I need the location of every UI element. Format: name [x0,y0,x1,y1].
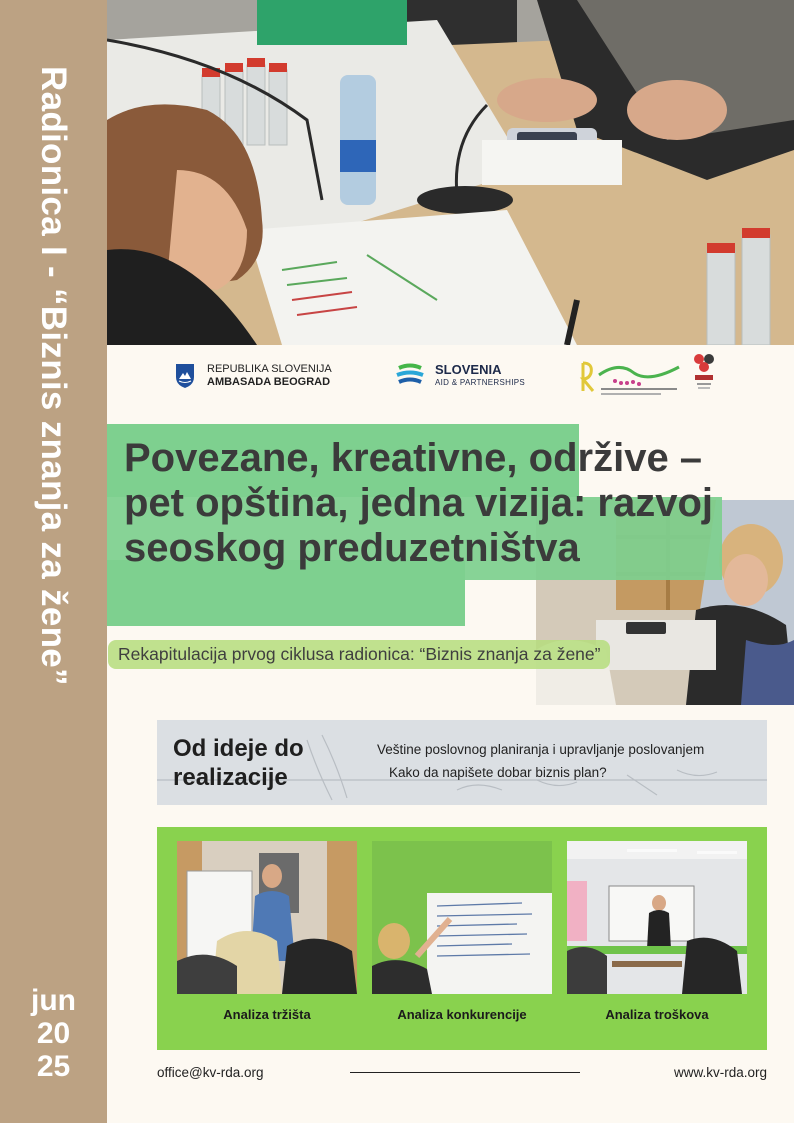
date-year: 25 [36,1050,71,1083]
partner-logos [107,345,794,425]
website-link[interactable]: www.kv-rda.org [673,1065,767,1080]
slovenia-coat-of-arms-icon [175,363,195,389]
idea-topic-2: Kako da napišete dobar biznis plan? [389,765,607,780]
slovenia-aid-icon [395,363,425,389]
idea-section [157,720,767,805]
gallery-item-cost-analysis [567,841,747,1022]
idea-topic-1: Veštine poslovnog planiranja i upravljanje poslovanjem [377,742,705,757]
photo-gallery [157,827,767,1050]
gallery-caption: Analiza tržišta [223,1007,311,1022]
hero-photo [107,0,794,345]
arra-logo [693,353,715,397]
footer-divider [350,1072,580,1073]
gallery-item-market-analysis [177,841,357,1022]
competition-analysis-photo [372,841,552,994]
page-title: Povezane, kreativne, održive – pet opština, jedna vizija: razvoj seoskog preduzetništva [124,436,714,570]
sidebar [0,0,107,1123]
cost-analysis-photo [567,841,747,994]
page-subtitle: Rekapitulacija prvog ciklusa radionica: “Biznis znanja za žene” [108,640,610,669]
slovenia-embassy-logo [175,363,332,389]
workshop-table-photo [107,0,794,345]
arra-icon [693,353,715,397]
sidebar-title: Radionica I - “Biznis znanja za žene” [34,66,73,686]
aid-line-1: SLOVENIA [435,362,502,377]
date-month: jun [31,984,76,1017]
cost-analysis-image [567,841,747,994]
embassy-line-2: AMBASADA BEOGRAD [207,376,331,388]
gallery-item-competition-analysis [372,841,552,1022]
regional-agency-logo [579,357,689,399]
regional-agency-icon [579,357,689,399]
market-analysis-photo [177,841,357,994]
embassy-line-1: REPUBLIKA SLOVENIJA [207,363,332,375]
aid-line-2: AID & PARTNERSHIPS [435,378,526,387]
idea-heading: Od ideje do realizacije [173,735,304,791]
contact-email[interactable]: office@kv-rda.org [157,1065,264,1080]
market-analysis-image [177,841,357,994]
date-day: 20 [36,1017,71,1050]
event-date [0,984,107,1083]
gallery-caption: Analiza konkurencije [397,1007,527,1022]
competition-analysis-image [372,841,552,994]
slovenia-aid-logo [395,363,525,389]
gallery-caption: Analiza troškova [605,1007,709,1022]
